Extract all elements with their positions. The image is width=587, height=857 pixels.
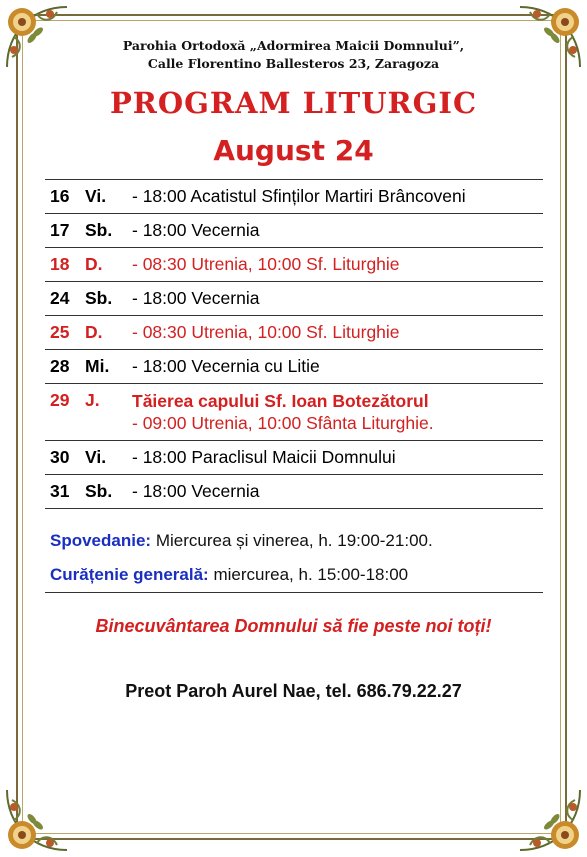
schedule-day: 24	[45, 282, 85, 316]
cleaning-text: miercurea, h. 15:00-18:00	[213, 565, 409, 584]
parish-name: Parohia Ortodoxă „Adormirea Maicii Domnului”,	[122, 38, 465, 53]
schedule-day: 17	[45, 214, 85, 248]
confession-label: Spovedanie:	[50, 531, 152, 550]
schedule-day: 28	[45, 350, 85, 384]
schedule-description	[132, 384, 543, 441]
divider	[45, 592, 543, 593]
schedule-row	[45, 248, 543, 282]
schedule-weekday: J.	[85, 384, 132, 441]
schedule-description: - 18:00 Vecernia	[132, 475, 543, 509]
schedule-description: - 18:00 Acatistul Sfinților Martiri Brâncoveni	[132, 180, 543, 214]
schedule-weekday: Sb.	[85, 214, 132, 248]
schedule-row	[45, 282, 543, 316]
page-title: PROGRAM LITURGIC	[109, 86, 478, 120]
schedule-day: 25	[45, 316, 85, 350]
feast-title: Tăierea capului Sf. Ioan Botezătorul	[132, 391, 429, 411]
schedule-row	[45, 316, 543, 350]
corner-ornament-icon	[515, 785, 585, 855]
schedule-weekday: Vi.	[85, 441, 132, 475]
schedule-description: - 08:30 Utrenia, 10:00 Sf. Liturghie	[132, 248, 543, 282]
month-heading: August 24	[213, 134, 374, 167]
cleaning-info	[50, 565, 408, 585]
schedule-table	[45, 179, 543, 509]
schedule-weekday: Sb.	[85, 282, 132, 316]
parish-address: Calle Florentino Ballesteros 23, Zaragoza	[147, 56, 440, 71]
schedule-weekday: Mi.	[85, 350, 132, 384]
schedule-row	[45, 180, 543, 214]
feast-times: - 09:00 Utrenia, 10:00 Sfânta Liturghie.	[132, 413, 434, 433]
schedule-row	[45, 441, 543, 475]
blessing-text: Binecuvântarea Domnului să fie peste noi toți!	[95, 616, 492, 636]
cleaning-label: Curățenie generală:	[50, 565, 209, 584]
confession-info	[50, 531, 433, 551]
schedule-day: 29	[45, 384, 85, 441]
schedule-day: 16	[45, 180, 85, 214]
schedule-weekday: D.	[85, 316, 132, 350]
schedule-row	[45, 475, 543, 509]
schedule-weekday: Sb.	[85, 475, 132, 509]
schedule-description: - 18:00 Paraclisul Maicii Domnului	[132, 441, 543, 475]
schedule-weekday: Vi.	[85, 180, 132, 214]
confession-text: Miercurea și vinerea, h. 19:00-21:00.	[155, 531, 433, 550]
schedule-day: 18	[45, 248, 85, 282]
schedule-description: - 18:00 Vecernia	[132, 282, 543, 316]
schedule-day: 31	[45, 475, 85, 509]
schedule-description: - 08:30 Utrenia, 10:00 Sf. Liturghie	[132, 316, 543, 350]
schedule-description: - 18:00 Vecernia	[132, 214, 543, 248]
schedule-row	[45, 384, 543, 441]
schedule-row	[45, 214, 543, 248]
schedule-day: 30	[45, 441, 85, 475]
schedule-weekday: D.	[85, 248, 132, 282]
schedule-description: - 18:00 Vecernia cu Litie	[132, 350, 543, 384]
schedule-row	[45, 350, 543, 384]
corner-ornament-icon	[2, 785, 72, 855]
priest-contact: Preot Paroh Aurel Nae, tel. 686.79.22.27	[125, 681, 462, 701]
